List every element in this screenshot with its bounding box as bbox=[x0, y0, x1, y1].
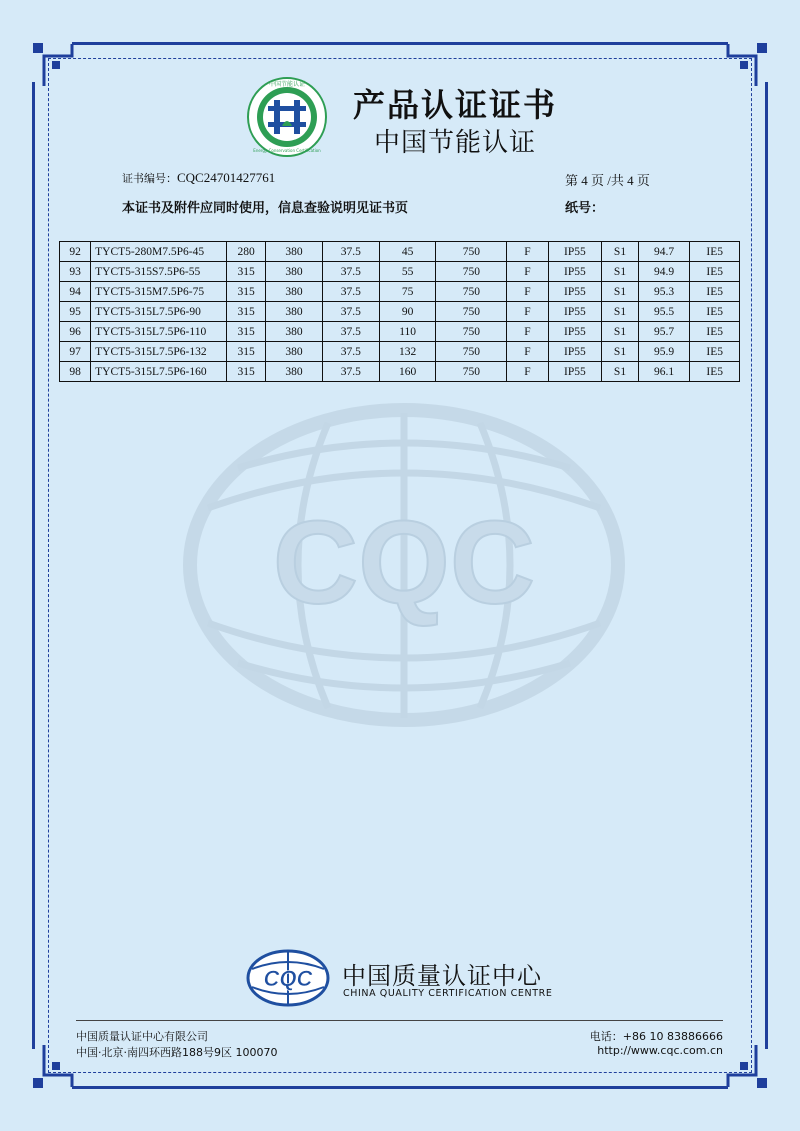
page-info: 第 4 页 /共 4 页 bbox=[565, 173, 650, 188]
org-name-cn: 中国质量认证中心 bbox=[342, 962, 542, 990]
cell-efficiency: 94.9 bbox=[638, 262, 690, 282]
cell-duty-type: S1 bbox=[602, 242, 639, 262]
cell-voltage: 380 bbox=[266, 242, 323, 262]
cell-model-name: TYCT5-315L7.5P6-90 bbox=[91, 302, 227, 322]
cell-frequency: 37.5 bbox=[322, 282, 379, 302]
footer-logo-text: CQC bbox=[263, 966, 313, 991]
cell-row-index: 97 bbox=[60, 342, 91, 362]
cell-efficiency: 94.7 bbox=[638, 242, 690, 262]
cell-protection-grade: IP55 bbox=[548, 262, 602, 282]
cell-speed: 750 bbox=[436, 242, 507, 262]
cell-frame-size: 280 bbox=[227, 242, 266, 262]
cell-efficiency-class: IE5 bbox=[690, 322, 740, 342]
cell-speed: 750 bbox=[436, 342, 507, 362]
cell-row-index: 93 bbox=[60, 262, 91, 282]
cell-duty-type: S1 bbox=[602, 282, 639, 302]
company-website[interactable]: http://www.cqc.com.cn bbox=[597, 1044, 723, 1057]
cell-insulation-class: F bbox=[507, 362, 548, 382]
certificate-title: 产品认证证书 bbox=[352, 86, 557, 124]
cqc-watermark bbox=[178, 398, 630, 733]
cell-protection-grade: IP55 bbox=[548, 362, 602, 382]
org-name-en: CHINA QUALITY CERTIFICATION CENTRE bbox=[343, 988, 553, 999]
cell-model-name: TYCT5-280M7.5P6-45 bbox=[91, 242, 227, 262]
cell-duty-type: S1 bbox=[602, 302, 639, 322]
cell-row-index: 96 bbox=[60, 322, 91, 342]
table-row bbox=[60, 302, 740, 322]
cell-efficiency: 96.1 bbox=[638, 362, 690, 382]
cell-efficiency-class: IE5 bbox=[690, 362, 740, 382]
cell-model-name: TYCT5-315L7.5P6-160 bbox=[91, 362, 227, 382]
cell-frame-size: 315 bbox=[227, 342, 266, 362]
cell-voltage: 380 bbox=[266, 322, 323, 342]
cell-efficiency-class: IE5 bbox=[690, 262, 740, 282]
company-name: 中国质量认证中心有限公司 bbox=[76, 1030, 208, 1043]
cell-efficiency: 95.7 bbox=[638, 322, 690, 342]
cell-efficiency: 95.5 bbox=[638, 302, 690, 322]
table-row bbox=[60, 282, 740, 302]
cell-row-index: 98 bbox=[60, 362, 91, 382]
cell-speed: 750 bbox=[436, 322, 507, 342]
cell-frame-size: 315 bbox=[227, 282, 266, 302]
cell-frame-size: 315 bbox=[227, 322, 266, 342]
cell-power: 110 bbox=[379, 322, 436, 342]
cell-efficiency-class: IE5 bbox=[690, 342, 740, 362]
cert-number-value: CQC24701427761 bbox=[177, 170, 276, 185]
cert-number bbox=[122, 170, 275, 186]
paper-number-label: 纸号： bbox=[565, 201, 605, 216]
company-phone: 电话：+86 10 83886666 bbox=[589, 1030, 723, 1043]
cell-model-name: TYCT5-315S7.5P6-55 bbox=[91, 262, 227, 282]
cqc-footer-logo bbox=[246, 949, 330, 1007]
table-row bbox=[60, 242, 740, 262]
cell-efficiency: 95.9 bbox=[638, 342, 690, 362]
cell-frame-size: 315 bbox=[227, 262, 266, 282]
cell-power: 90 bbox=[379, 302, 436, 322]
cell-frequency: 37.5 bbox=[322, 322, 379, 342]
cell-insulation-class: F bbox=[507, 302, 548, 322]
cell-protection-grade: IP55 bbox=[548, 322, 602, 342]
cell-row-index: 92 bbox=[60, 242, 91, 262]
cell-speed: 750 bbox=[436, 262, 507, 282]
cell-frequency: 37.5 bbox=[322, 262, 379, 282]
cell-power: 75 bbox=[379, 282, 436, 302]
cell-model-name: TYCT5-315L7.5P6-132 bbox=[91, 342, 227, 362]
cell-voltage: 380 bbox=[266, 362, 323, 382]
logo-bottom-text: Energy Conservation Certification bbox=[253, 148, 321, 153]
cell-duty-type: S1 bbox=[602, 342, 639, 362]
cell-speed: 750 bbox=[436, 282, 507, 302]
cell-voltage: 380 bbox=[266, 302, 323, 322]
cell-speed: 750 bbox=[436, 302, 507, 322]
table-row bbox=[60, 262, 740, 282]
cell-power: 132 bbox=[379, 342, 436, 362]
cell-protection-grade: IP55 bbox=[548, 302, 602, 322]
cell-efficiency-class: IE5 bbox=[690, 302, 740, 322]
cell-row-index: 94 bbox=[60, 282, 91, 302]
cell-row-index: 95 bbox=[60, 302, 91, 322]
cell-insulation-class: F bbox=[507, 242, 548, 262]
table-row bbox=[60, 342, 740, 362]
footer-divider bbox=[76, 1020, 723, 1021]
cell-power: 55 bbox=[379, 262, 436, 282]
cell-efficiency-class: IE5 bbox=[690, 282, 740, 302]
company-address: 中国·北京·南四环西路188号9区 100070 bbox=[76, 1046, 278, 1059]
cell-protection-grade: IP55 bbox=[548, 242, 602, 262]
table-row bbox=[60, 362, 740, 382]
watermark-text: CQC bbox=[272, 497, 536, 629]
certificate-subtitle: 中国节能认证 bbox=[373, 128, 536, 158]
cell-duty-type: S1 bbox=[602, 362, 639, 382]
usage-notice: 本证书及附件应同时使用，信息查验说明见证书页 bbox=[122, 201, 409, 216]
cell-insulation-class: F bbox=[507, 262, 548, 282]
cell-protection-grade: IP55 bbox=[548, 282, 602, 302]
cell-voltage: 380 bbox=[266, 342, 323, 362]
energy-conservation-logo bbox=[246, 76, 328, 158]
cert-number-label: 证书编号： bbox=[122, 172, 177, 185]
cell-frequency: 37.5 bbox=[322, 362, 379, 382]
cell-model-name: TYCT5-315M7.5P6-75 bbox=[91, 282, 227, 302]
table-row bbox=[60, 322, 740, 342]
cell-duty-type: S1 bbox=[602, 322, 639, 342]
cell-duty-type: S1 bbox=[602, 262, 639, 282]
cell-efficiency-class: IE5 bbox=[690, 242, 740, 262]
cell-voltage: 380 bbox=[266, 262, 323, 282]
cell-efficiency: 95.3 bbox=[638, 282, 690, 302]
cell-frame-size: 315 bbox=[227, 362, 266, 382]
cell-voltage: 380 bbox=[266, 282, 323, 302]
cell-frequency: 37.5 bbox=[322, 342, 379, 362]
cell-model-name: TYCT5-315L7.5P6-110 bbox=[91, 322, 227, 342]
model-table bbox=[59, 241, 740, 382]
cell-protection-grade: IP55 bbox=[548, 342, 602, 362]
cell-speed: 750 bbox=[436, 362, 507, 382]
cell-power: 45 bbox=[379, 242, 436, 262]
cell-insulation-class: F bbox=[507, 282, 548, 302]
cell-frequency: 37.5 bbox=[322, 302, 379, 322]
cell-insulation-class: F bbox=[507, 322, 548, 342]
cell-power: 160 bbox=[379, 362, 436, 382]
cell-frequency: 37.5 bbox=[322, 242, 379, 262]
cell-frame-size: 315 bbox=[227, 302, 266, 322]
logo-top-text: 中国节能认证 bbox=[268, 81, 306, 88]
cell-insulation-class: F bbox=[507, 342, 548, 362]
